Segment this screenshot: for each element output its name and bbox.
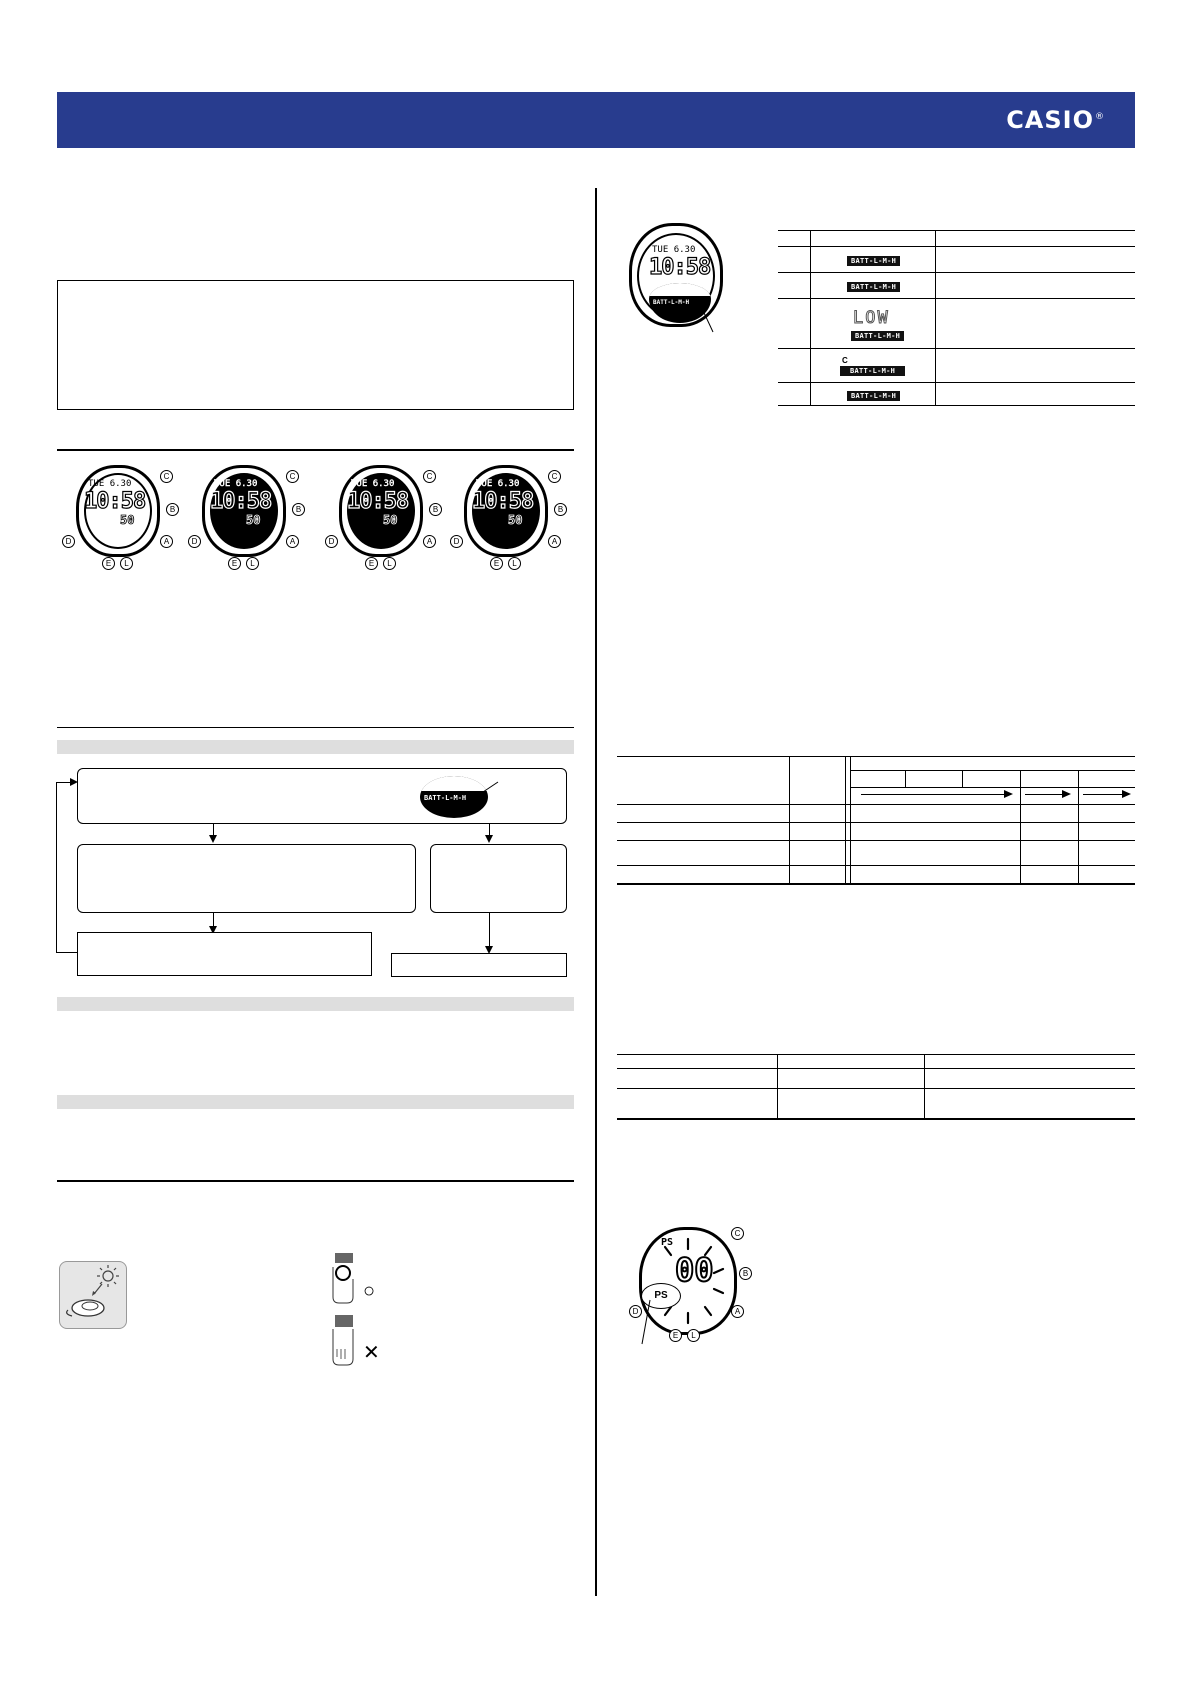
section-rule: [57, 727, 574, 728]
battery-indicator-oval: BATT-L-M-H: [420, 776, 488, 818]
ng-mark: ✕: [363, 1342, 380, 1364]
battery-level-2: BATT-L-M-H: [847, 282, 900, 292]
flow-arrow: [209, 835, 217, 843]
gray-band: [57, 740, 574, 754]
section-rule: [57, 1180, 574, 1182]
ok-mark: ○: [363, 1280, 376, 1302]
charge-arrow: [1025, 794, 1069, 795]
watch-illustration-1: TUE 6.30 10:58 50 C B A D E L: [62, 455, 174, 567]
pointer-line: [470, 768, 500, 798]
battery-level-5: BATT-L-M-H: [847, 391, 900, 401]
charge-arrow: [1083, 794, 1129, 795]
loop-arrowhead: [70, 778, 78, 786]
pointer-line: [697, 300, 717, 336]
charge-arrow: [861, 794, 1011, 795]
gray-band: [57, 1095, 574, 1109]
ps-indicator-callout: PS: [641, 1283, 681, 1309]
watch-illustration-2: TUE 6.30 10:58 50 C B A D E L: [188, 455, 300, 567]
battery-level-3: BATT-L-M-H: [851, 331, 904, 341]
notice-box: [57, 280, 574, 410]
solar-charging-icon: [59, 1261, 127, 1329]
flow-arrow: [485, 835, 493, 843]
flow-box-bottom-left: [77, 932, 372, 976]
flow-box-middle-left: [77, 844, 416, 913]
brand-logo: CASIO®: [1006, 106, 1105, 134]
charge-mark: C: [842, 356, 848, 365]
pointer-line: [638, 1298, 654, 1348]
battery-level-table: [778, 230, 1135, 406]
flow-box-bottom-right: [391, 953, 567, 977]
watch-illustration-4: TUE 6.30 10:58 50 C B A D E L: [450, 455, 562, 567]
flow-box-middle-right: [430, 844, 567, 913]
header-bar: [57, 92, 1135, 148]
watch-battery-illustration: TUE 6.30 10:58 BATT-L-M-H: [627, 221, 731, 333]
battery-level-4: BATT-L-M-H: [840, 366, 905, 376]
watch-power-saving-illustration: PS 00 PS C B A D E L: [625, 1225, 755, 1345]
watch-illustration-3: TUE 6.30 10:58 50 C B A D E L: [325, 455, 437, 567]
loop-line: [56, 782, 57, 953]
battery-level-1: BATT-L-M-H: [847, 256, 900, 266]
gray-band: [57, 997, 574, 1011]
battery-low-text: LOW: [853, 308, 890, 328]
charging-time-table: [617, 756, 1135, 884]
section-rule: [57, 449, 574, 451]
column-divider: [595, 188, 597, 1596]
info-table: [617, 1054, 1135, 1120]
